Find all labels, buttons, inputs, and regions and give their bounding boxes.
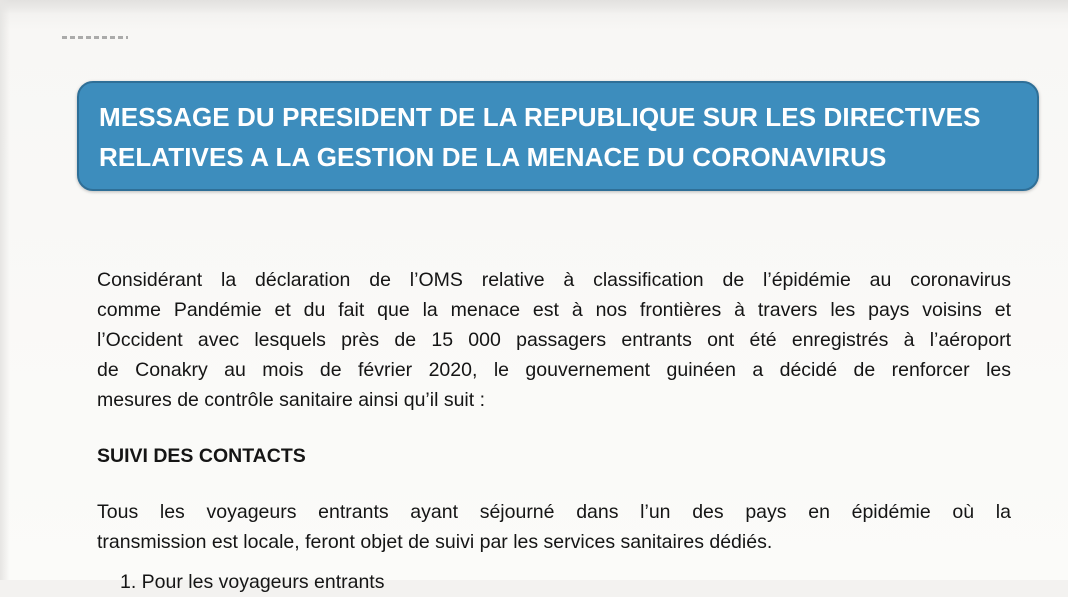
intro-paragraph — [97, 265, 1011, 415]
title-line-1: MESSAGE DU PRESIDENT DE LA REPUBLIQUE SUR LES DIRECTIVES — [99, 102, 981, 132]
scan-shadow-left — [0, 0, 10, 580]
list-item-partial: 1. Pour les voyageurs entrants — [120, 571, 385, 593]
title-line-2: RELATIVES A LA GESTION DE LA MENACE DU CORONAVIRUS — [99, 142, 887, 172]
paragraph-line: l’Occident avec lesquels près de 15 000 passagers entrants ont été enregistrés à l’aéroport — [97, 329, 1011, 351]
paragraph-line: de Conakry au mois de février 2020, le gouvernement guinéen a décidé de renforcer les — [97, 359, 1011, 381]
scan-shadow-top — [0, 0, 1068, 14]
contacts-paragraph — [97, 497, 1011, 557]
paragraph-line: mesures de contrôle sanitaire ainsi qu’il suit : — [97, 389, 486, 411]
scan-mark — [62, 36, 128, 39]
paragraph-line: transmission est locale, feront objet de suivi par les services sanitaires dédiés. — [97, 531, 773, 553]
paragraph-line: Tous les voyageurs entrants ayant séjourné dans l’un des pays en épidémie où la — [97, 501, 1011, 523]
paragraph-line: Considérant la déclaration de l’OMS relative à classification de l’épidémie au coronavirus — [97, 269, 1011, 291]
title-banner — [77, 81, 1039, 191]
section-heading: SUIVI DES CONTACTS — [97, 445, 306, 467]
paragraph-line: comme Pandémie et du fait que la menace est à nos frontières à travers les pays voisins et — [97, 299, 1011, 321]
